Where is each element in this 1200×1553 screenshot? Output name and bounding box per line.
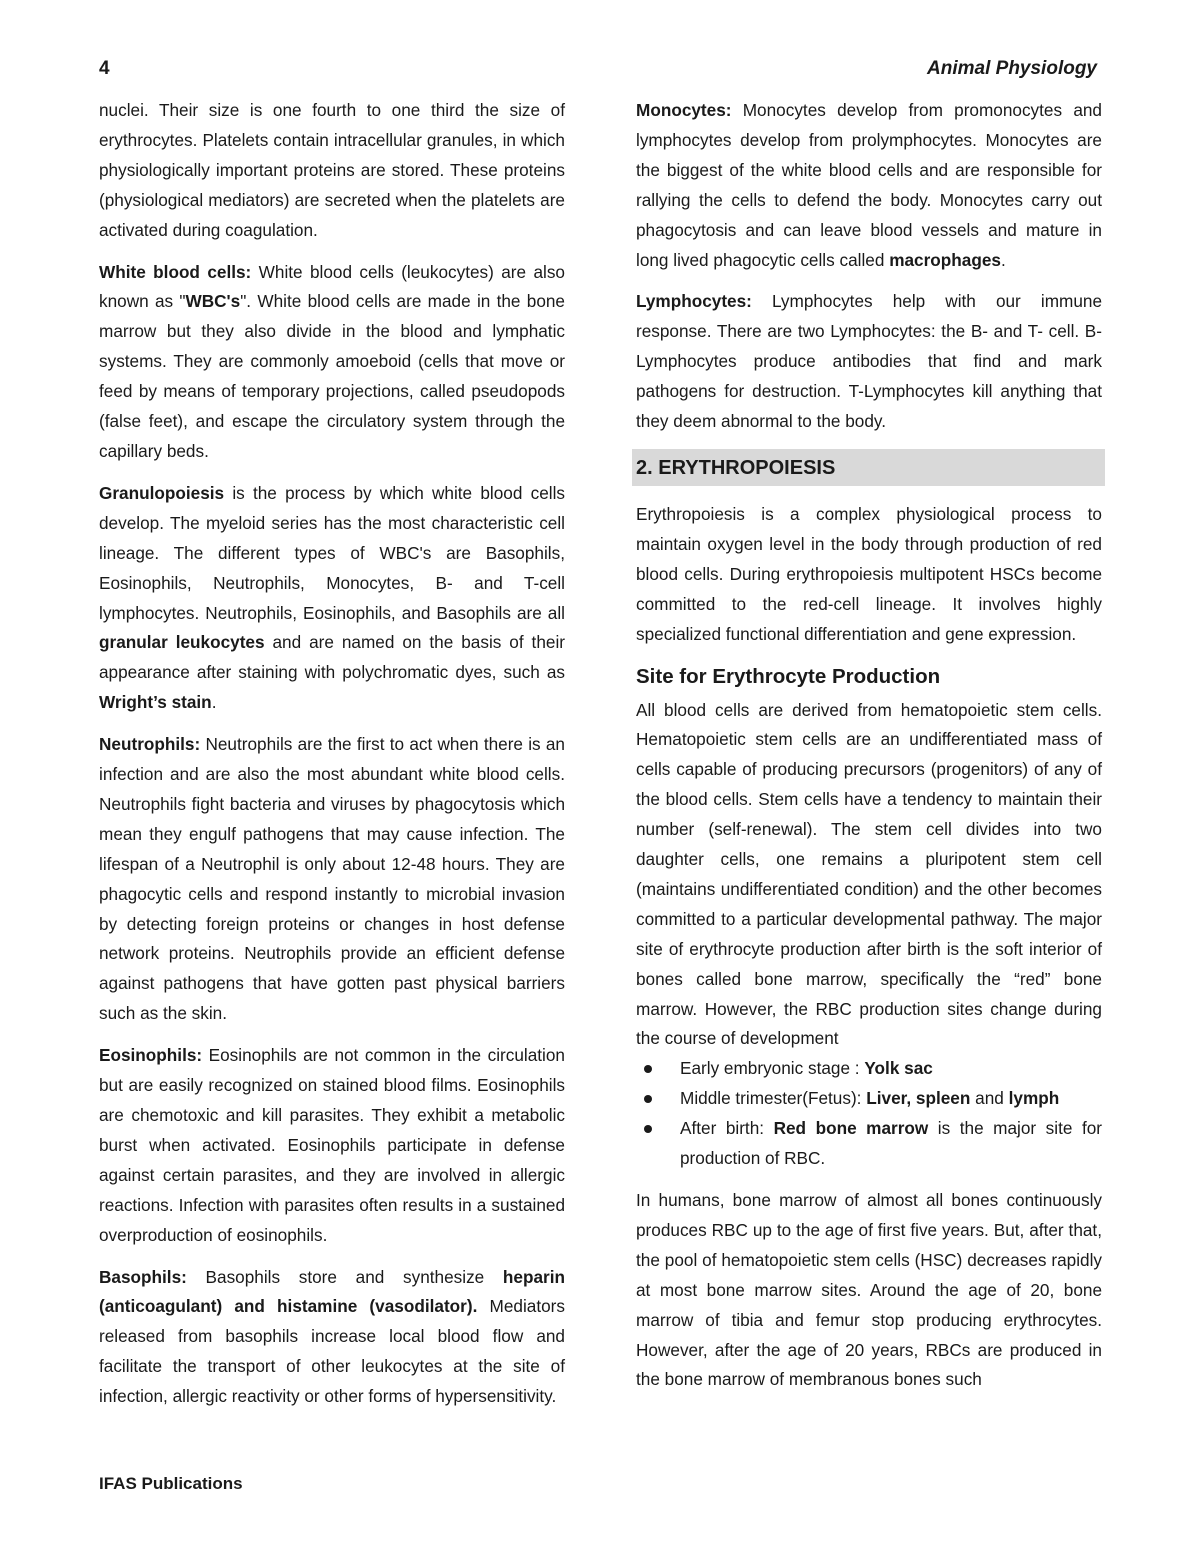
- paragraph-monocytes: Monocytes: Monocytes develop from promonocytes and lymphocytes develop from prolymphocytes. Monocytes are the biggest of the white blood cells and are responsible for rallying the cells to defend the body. Monocytes carry out phagocytosis and can leave blood vessels and mature in long lived phagocytic cells called macrophages.: [636, 100, 1102, 270]
- page-number: 4: [99, 58, 110, 79]
- term-granulopoiesis: Granulopoiesis: [99, 482, 225, 503]
- section-heading-erythropoiesis: 2. ERYTHROPOIESIS: [632, 449, 1105, 486]
- paragraph-intro: nuclei. Their size is one fourth to one third the size of erythrocytes. Platelets contain intracellular granules, in which physiologically important proteins are stored. These proteins (physiological mediators) are secreted when the platelets are activated during coagulation.: [99, 100, 565, 240]
- left-column: [99, 96, 565, 1424]
- paragraph-eosinophils: Eosinophils: Eosinophils are not common in the circulation but are easily recognized on stained blood films. Eosinophils are chemotoxic and kill parasites. They exhibit a metabolic burst when activated. Eosinophils participate in defense against certain parasites, and they are involved in allergic reactions. Infection with parasites often results in a sustained overproduction of eosinophils.: [99, 1045, 565, 1245]
- paragraph-white-blood-cells: White blood cells: White blood cells (leukocytes) are also known as "WBC's". White blood cells are made in the bone marrow but they also divide in the blood and lymphatic systems. They are commonly amoeboid (cells that move or feed by means of temporary projections, called pseudopods (false feet), and escape the circulatory system through the capillary beds.: [99, 261, 565, 461]
- paragraph-basophils: Basophils: Basophils store and synthesize heparin (anticoagulant) and histamine (vasodilator). Mediators released from basophils increase local blood flow and facilitate the transport of other leukocytes at the site of infection, allergic reactivity or other forms of hypersensitivity.: [99, 1266, 565, 1407]
- term-eosinophils: Eosinophils:: [99, 1045, 203, 1066]
- term-monocytes: Monocytes:: [636, 100, 732, 120]
- subheading-site-for-erythrocyte-production: Site for Erythrocyte Production: [636, 664, 941, 688]
- bullet-icon: [644, 1065, 652, 1073]
- running-title: Animal Physiology: [927, 58, 1097, 79]
- paragraph-lymphocytes: Lymphocytes: Lymphocytes help with our immune response. There are two Lymphocytes: the B- and T- cell. B-Lymphocytes produce antibodies that find and mark pathogens for destruction. T-Lymphocytes kill anything that they deem abnormal to the body.: [636, 291, 1102, 432]
- paragraph-erythropoiesis: Erythropoiesis is a complex physiological process to maintain oxygen level in the body through production of red blood cells. During erythropoiesis multipotent HSCs become committed to the red-cell lineage. It involves highly specialized functional differentiation and gene expression.: [636, 503, 1102, 644]
- paragraph-granulopoiesis: Granulopoiesis is the process by which white blood cells develop. The myeloid series has the most characteristic cell lineage. The different types of WBC's are Basophils, Eosinophils, Neutrophils, Monocytes, B- and T-cell lymphocytes. Neutrophils, Eosinophils, and Basophils are all granular leukocytes and are named on the basis of their appearance after staining with polychromatic dyes, such as Wright’s stain.: [99, 482, 565, 713]
- term-white-blood-cells: White blood cells:: [99, 261, 252, 282]
- production-sites-list: [636, 1054, 1102, 1174]
- term-neutrophils: Neutrophils:: [99, 734, 201, 755]
- list-item: After birth: Red bone marrow is the major site for production of RBC.: [636, 1114, 1102, 1174]
- list-item: Early embryonic stage : Yolk sac: [636, 1054, 1102, 1084]
- term-lymphocytes: Lymphocytes:: [636, 291, 752, 312]
- term-basophils: Basophils:: [99, 1266, 187, 1287]
- bullet-icon: [644, 1095, 652, 1103]
- right-column: [636, 96, 1102, 1407]
- list-item: Middle trimester(Fetus): Liver, spleen and lymph: [636, 1084, 1102, 1114]
- footer-publisher: IFAS Publications: [99, 1474, 243, 1493]
- paragraph-neutrophils: Neutrophils: Neutrophils are the first to act when there is an infection and are also the most abundant white blood cells. Neutrophils fight bacteria and viruses by phagocytosis which mean they engulf pathogens that may cause infection. The lifespan of a Neutrophil is only about 12-48 hours. They are phagocytic cells and respond instantly to microbial invasion by detecting foreign proteins or changes in host defense network proteins. Neutrophils provide an efficient defense against pathogens that have gotten past physical barriers such as the skin.: [99, 734, 565, 1024]
- paragraph-site: All blood cells are derived from hematopoietic stem cells. Hematopoietic stem cells are an undifferentiated mass of cells capable of producing precursors (progenitors) of any of the blood cells. Stem cells have a tendency to maintain their number (self-renewal). The stem cell divides into two daughter cells, one remains a pluripotent stem cell (maintains undifferentiated condition) and the other becomes committed to a particular developmental pathway. The major site of erythrocyte production after birth is the soft interior of bones called bone marrow, specifically the “red” bone marrow. However, the RBC production sites change during the course of development: [636, 699, 1102, 1049]
- paragraph-humans: In humans, bone marrow of almost all bones continuously produces RBC up to the age of first five years. But, after that, the pool of hematopoietic stem cells (HSC) decreases rapidly at most bone marrow sites. Around the age of 20, bone marrow of tibia and femur stop producing erythrocytes. However, after the age of 20 years, RBCs are produced in the bone marrow of membranous bones such: [636, 1190, 1102, 1390]
- bullet-icon: [644, 1125, 652, 1133]
